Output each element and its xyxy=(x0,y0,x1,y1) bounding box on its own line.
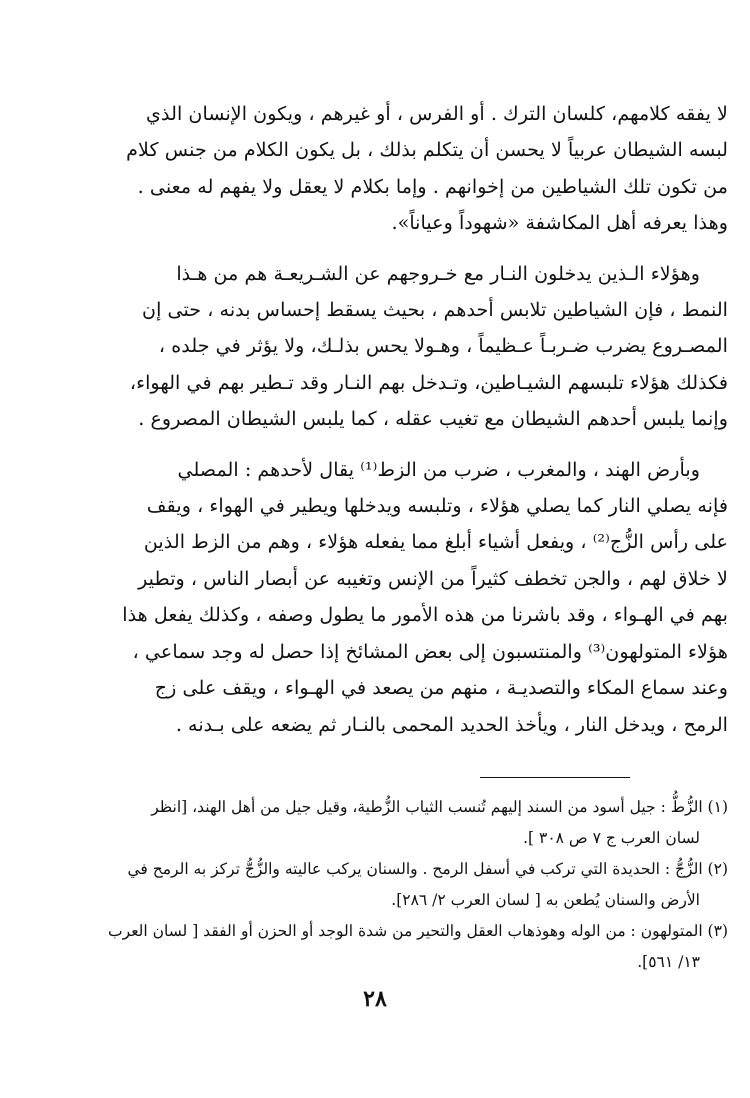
text-line: وهؤلاء الـذين يدخلون النـار مع خـروجهم عن الشـريعـة هم من هـذا xyxy=(176,261,700,285)
text-line: فإنه يصلي النار كما يصلي هؤلاء ، وتلبسه ويدخلها ويطير في الهواء ، ويقف xyxy=(146,494,728,518)
text-line: لبسه الشيطان عربياً لا يحسن أن يتكلم بذلك ، بل يكون الكلام من جنس كلام xyxy=(126,138,728,162)
text-line: المصـروع يضرب ضـربـاً عـظيماً ، وهـولا يحس بذلـك، ولا يؤثر في جلده ، xyxy=(158,334,728,358)
text-line: من تكون تلك الشياطين من إخوانهم . وإما بكلام لا يعقل ولا يفهم له معنى . xyxy=(137,174,728,198)
footnote-line: (٢) الزُّجُّ : الحديدة التي تركب في أسفل الرمح . والسنان يركب عاليته والزُّجُّ تركز به الرمح في xyxy=(127,860,728,878)
footnote-line: الأرض والسنان يُطعن به [ لسان العرب ٢/ ٢٨٦]. xyxy=(391,891,700,909)
footnotes xyxy=(88,792,728,978)
text-line: لا يفقه كلامهم، كلسان الترك . أو الفرس ، أو غيرهم ، ويكون الإنسان الذي xyxy=(146,102,728,125)
text-line: الرمح ، ويدخل النار ، ويأخذ الحديد المحمى بالنـار ثم يضعه على بـدنه . xyxy=(175,712,728,736)
paragraph-1 xyxy=(88,96,728,242)
footnote-1 xyxy=(88,792,728,854)
footnote-line: (٣) المتولهون : من الوله وهوذهاب العقل والتحير من شدة الوجد أو الحزن أو الفقد [ لسان العرب xyxy=(108,922,728,940)
footnote-line: ١٣/ ٥٦١]. xyxy=(637,953,700,971)
text-line: فكذلك هؤلاء تلبسهم الشيـاطين، وتـدخل بهم النـار وقد تـطير بهم في الهواء، xyxy=(129,370,728,394)
text-line: وعند سماع المكاء والتصديـة ، منهم من يصعد في الهـواء ، ويقف على زج xyxy=(154,676,728,700)
footnote-line: لسان العرب ج ٧ ص ٣٠٨ ]. xyxy=(523,829,700,847)
footnote-2 xyxy=(88,854,728,916)
text-line: النمط ، فإن الشياطين تلابس أحدهم ، بحيث يسقط إحساس بدنه ، حتى إن xyxy=(141,298,728,322)
text-line: لا خلاق لهم ، والجن تخطف كثيراً من الإنس وتغيبه عن أبصار الناس ، وتطير xyxy=(138,566,728,590)
footnote-separator xyxy=(480,777,630,778)
paragraph-3 xyxy=(88,452,728,743)
text-line: بهم في الهـواء ، وقد باشرنا من هذه الأمور ما يطول وصفه ، وكذلك يفعل هذا xyxy=(122,603,728,627)
text-line: وبأرض الهند ، والمغرب ، ضرب من الزط⁽¹⁾ يقال لأحدهم : المصلي xyxy=(177,457,700,481)
footnote-3 xyxy=(88,916,728,978)
text-line: وهذا يعرفه أهل المكاشفة «شهوداً وعياناً». xyxy=(391,211,728,235)
text-line: على رأس الزُّج⁽²⁾ ، ويفعل أشياء أبلغ مما يفعله هؤلاء ، وهم من الزط الذين xyxy=(143,530,728,554)
main-text xyxy=(88,96,728,757)
text-line: هؤلاء المتولهون⁽³⁾ والمنتسبون إلى بعض المشائخ إذا حصل له وجد سماعي ، xyxy=(132,639,728,663)
page-number: ٢٨ xyxy=(363,986,387,1012)
footnote-line: (١) الزُّطُّ : جيل أسود من السند إليهم تُنسب الثياب الزُّطية، وقيل جيل من أهل الهند، [انظر xyxy=(151,798,728,816)
text-line: وإنما يلبس أحدهم الشيطان مع تغيب عقله ، كما يلبس الشيطان المصروع . xyxy=(138,407,728,431)
paragraph-2 xyxy=(88,256,728,438)
